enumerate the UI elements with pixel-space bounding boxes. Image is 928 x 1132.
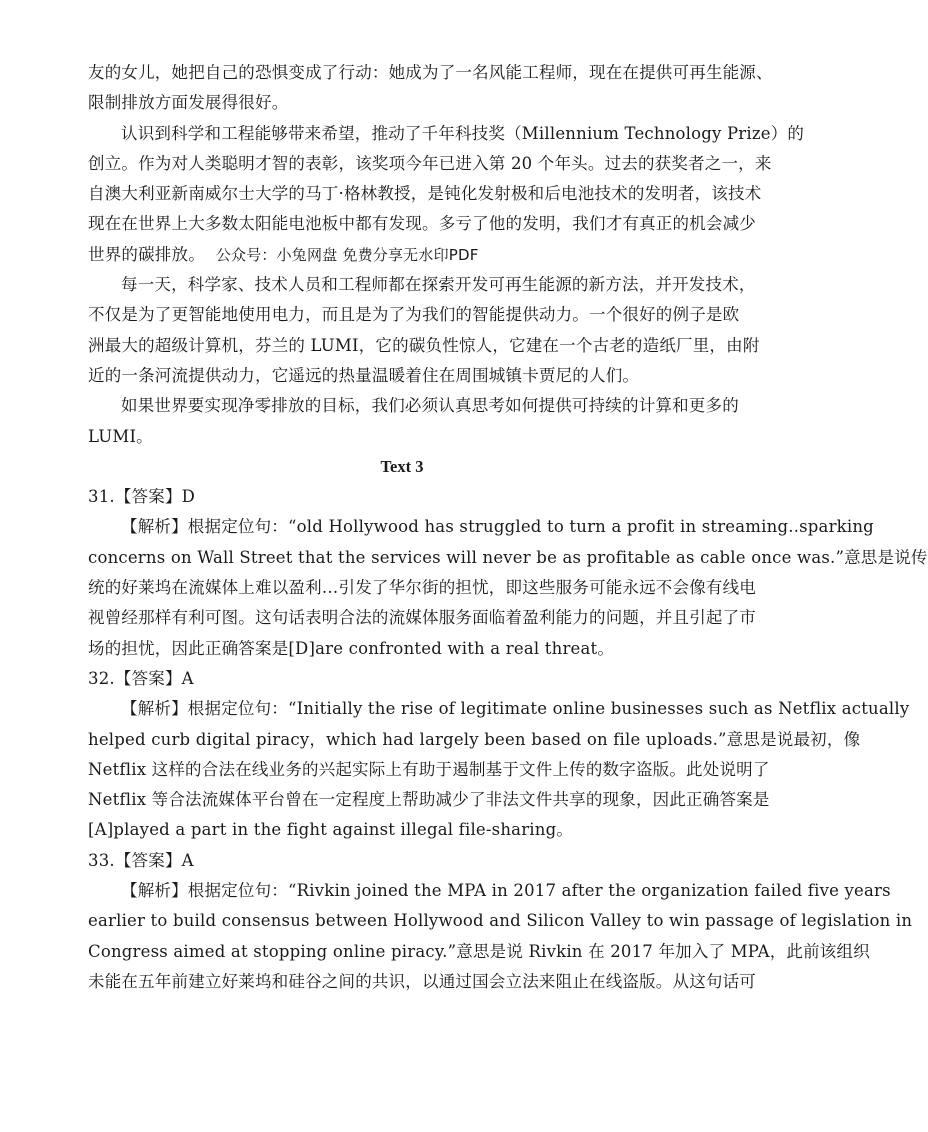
text-line: 每一天，科学家、技术人员和工程师都在探索开发可再生能源的新方法，并开发技术， [121,275,756,295]
explanation-line: earlier to build consensus between Hollywood and Silicon Valley to win passage of legislation in [88,911,913,931]
text-line: 限制排放方面发展得很好。 [88,93,289,113]
explanation-line: 场的担忧，因此正确答案是[D]are confronted with a real threat。 [88,638,615,658]
text-line: 认识到科学和工程能够带来希望，推动了千年科技奖（Millennium Technology Prize）的 [121,123,805,143]
explanation-line: 统的好莱坞在流媒体上难以盈利…引发了华尔街的担忧，即这些服务可能永远不会像有线电 [88,578,756,598]
text-line: 友的女儿，她把自己的恐惧变成了行动：她成为了一名风能工程师，现在在提供可再生能源、 [88,63,773,82]
text-line: LUMI。 [88,426,153,446]
answer-label: 33.【答案】A [88,850,194,870]
explanation-line: Netflix 这样的合法在线业务的兴起实际上有助于遏制基于文件上传的数字盗版。此处说明了 [88,759,770,779]
text-line: 洲最大的超级计算机，芬兰的 LUMI，它的碳负性惊人，它建在一个古老的造纸厂里，由附 [88,335,760,355]
text-line [88,240,716,270]
paragraph-3 [88,270,760,391]
explanation-line: 【解析】根据定位句：“old Hollywood has struggled to turn a profit in streaming..sparking [121,517,874,537]
answer-block-32 [88,664,910,846]
answer-block-33 [88,846,913,997]
explanation-line: [A]played a part in the fight against illegal file-sharing。 [88,820,574,840]
text-line: 自澳大利亚新南威尔士大学的马丁·格林教授，是钝化发射极和后电池技术的发明者，该技术 [88,184,762,204]
answer-label: 31.【答案】D [88,487,196,507]
paragraph-1 [88,58,773,119]
answer-block-31 [88,482,928,664]
text-line: 近的一条河流提供动力，它遥远的热量温暖着住在周围城镇卡贾尼的人们。 [88,365,640,385]
explanation-line: 【解析】根据定位句：“Initially the rise of legitimate online businesses such as Netflix actually [121,699,910,719]
document-page [88,58,928,997]
paragraph-4 [88,391,739,452]
text-line: 如果世界要实现净零排放的目标，我们必须认真思考如何提供可持续的计算和更多的 [121,396,739,416]
explanation-line: helped curb digital piracy，which had largely been based on file uploads.”意思是说最初，像 [88,729,861,749]
section-title: Text 3 [380,456,424,476]
text-line: 现在在世界上大多数太阳能电池板中都有发现。多亏了他的发明，我们才有真正的机会减少 [88,214,756,234]
explanation-line: Congress aimed at stopping online piracy.”意思是说 Rivkin 在 2017 年加入了 MPA，此前该组织 [88,941,870,961]
explanation-line: Netflix 等合法流媒体平台曾在一定程度上帮助减少了非法文件共享的现象，因此正确答案是 [88,790,770,810]
paragraph-2 [88,119,805,270]
watermark-text: 公众号：小兔网盘 免费分享无水印PDF [215,245,479,264]
explanation-line: 视曾经那样有利可图。这句话表明合法的流媒体服务面临着盈利能力的问题，并且引起了市 [88,608,756,628]
text-line: 不仅是为了更智能地使用电力，而且是为了为我们的智能提供动力。一个很好的例子是欧 [88,305,740,325]
text-span: 世界的碳排放。 [88,244,205,264]
explanation-line: 未能在五年前建立好莱坞和硅谷之间的共识，以通过国会立法来阻止在线盗版。从这句话可 [88,971,756,991]
explanation-line: concerns on Wall Street that the services will never be as profitable as cable once was.”意思是说传 [88,547,928,567]
explanation-line: 【解析】根据定位句：“Rivkin joined the MPA in 2017 after the organization failed five years [121,881,891,901]
answer-label: 32.【答案】A [88,668,194,688]
text-line: 创立。作为对人类聪明才智的表彰，该奖项今年已进入第 20 个年头。过去的获奖者之一，来 [88,153,772,173]
